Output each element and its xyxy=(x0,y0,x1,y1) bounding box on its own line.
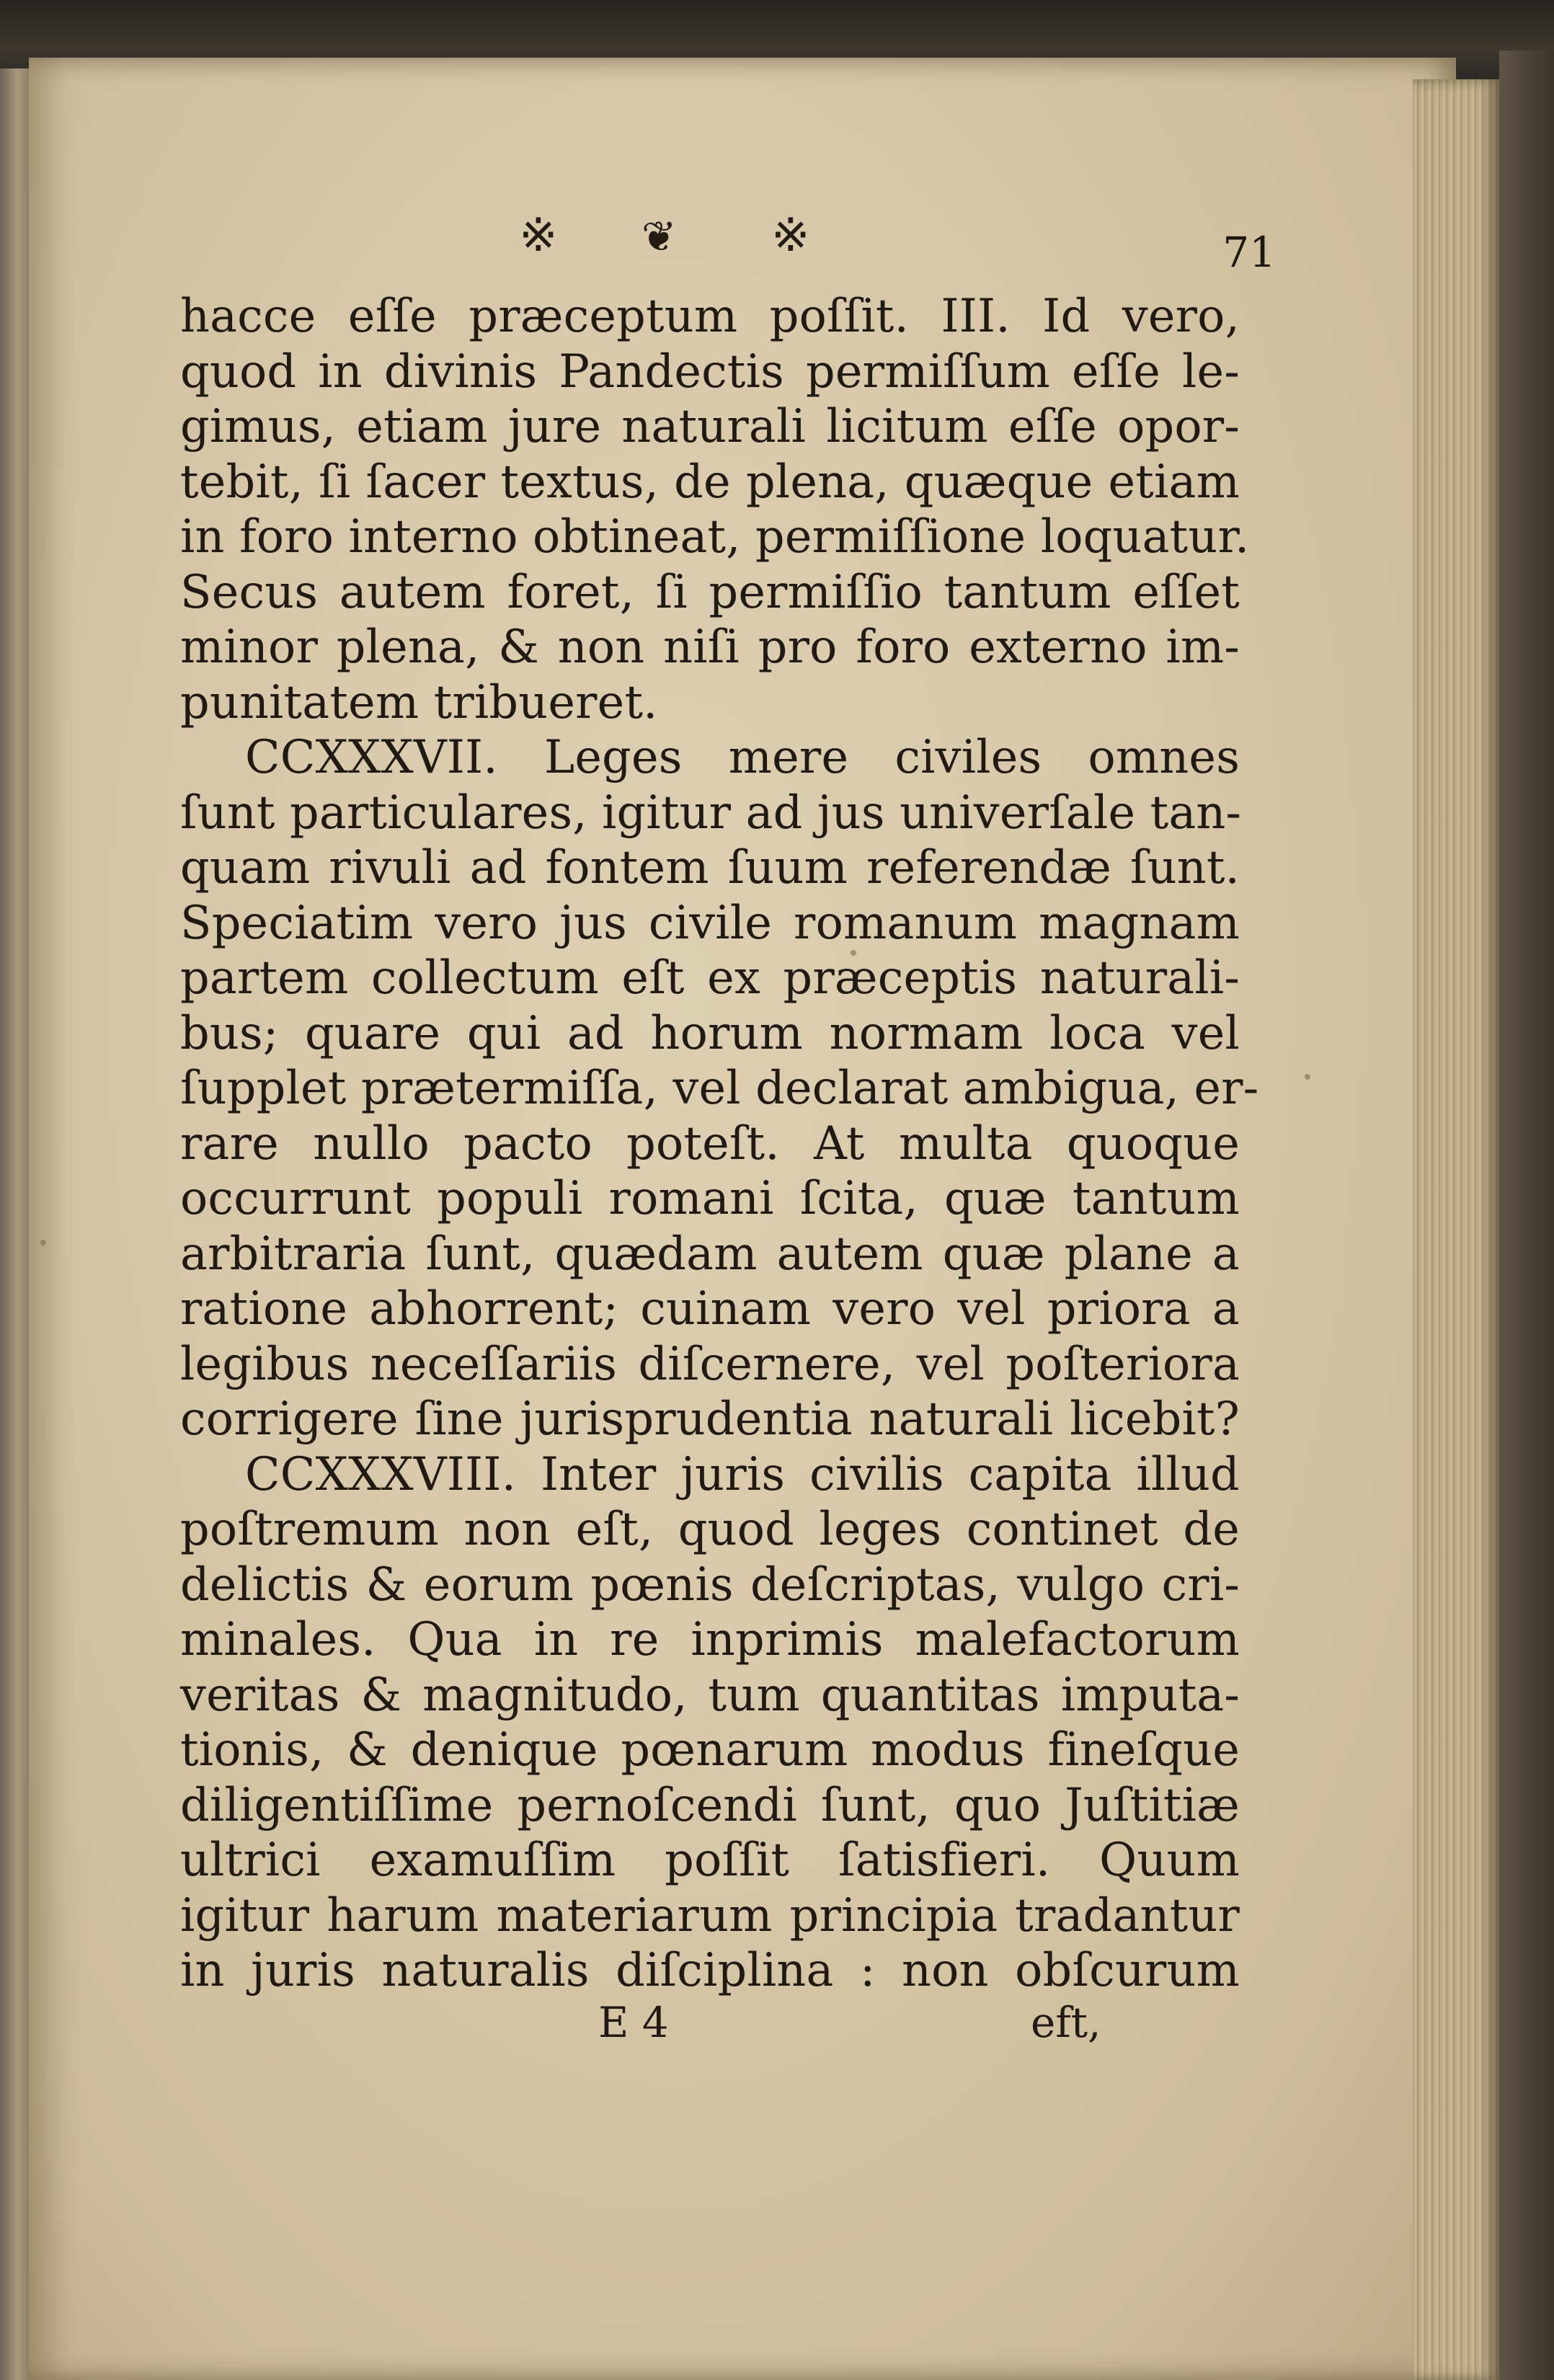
cover-edge xyxy=(1499,50,1554,2380)
text-line: minor plena, & non niſi pro foro externo im- xyxy=(180,620,1240,673)
paper-speck xyxy=(40,1240,46,1245)
page-edges xyxy=(1413,79,1499,2380)
text-line: ratione abhorrent; cuinam vero vel priora a xyxy=(180,1282,1240,1335)
text-line: ſupplet prætermiſſa, vel declarat ambigua, er- xyxy=(180,1061,1259,1114)
text-line: minales. Qua in re inprimis malefactorum xyxy=(180,1612,1240,1666)
text-line: quod in divinis Pandectis permiſſum eſſe le- xyxy=(180,344,1240,398)
cherub-ornament-icon: ❦ xyxy=(641,212,677,261)
text-line: ſunt particulares, igitur ad jus univerſale tan- xyxy=(180,785,1242,839)
paragraph-start-ccxxxviii: CCXXXVIII. Inter juris civilis capita illud xyxy=(245,1447,1240,1501)
text-line: tebit, ſi ſacer textus, de plena, quæque etiam xyxy=(180,454,1240,508)
text-line: Speciatim vero jus civile romanum magnam xyxy=(180,895,1240,949)
flower-ornament-icon: ※ xyxy=(771,209,810,262)
paper-speck xyxy=(1305,1074,1310,1080)
page-number: 71 xyxy=(1222,228,1276,277)
text-line: in juris naturalis diſciplina : non obſcurum xyxy=(180,1943,1240,1997)
text-line: corrigere ſine jurisprudentia naturali licebit? xyxy=(180,1392,1240,1445)
text-line: poſtremum non eſt, quod leges continet de xyxy=(180,1502,1240,1555)
page-headline xyxy=(180,209,1276,288)
page-footer xyxy=(180,1998,1240,2056)
text-line: diligentiſſime pernoſcendi ſunt, quo Juſtitiæ xyxy=(180,1777,1240,1831)
text-line: bus; quare qui ad horum normam loca vel xyxy=(180,1005,1240,1060)
text-line: gimus, etiam jure naturali licitum eſſe opor- xyxy=(180,399,1240,453)
text-line: igitur harum materiarum principia tradantur xyxy=(180,1888,1240,1942)
text-line: quam rivuli ad fontem ſuum referendæ ſunt. xyxy=(180,840,1240,894)
text-line: occurrunt populi romani ſcita, quæ tantum xyxy=(180,1171,1240,1225)
text-line: punitatem tribueret. xyxy=(180,675,658,729)
text-line: delictis & eorum pœnis deſcriptas, vulgo cri- xyxy=(180,1557,1240,1611)
text-line: legibus neceſſariis diſcernere, vel poſteriora xyxy=(180,1336,1240,1390)
text-line: Secus autem foret, ſi permiſſio tantum eſſet xyxy=(180,564,1240,618)
signature-mark: E 4 xyxy=(598,1997,669,2047)
text-line: arbitraria ſunt, quædam autem quæ plane a xyxy=(180,1226,1240,1280)
text-line: veritas & magnitudo, tum quantitas imputa- xyxy=(180,1667,1240,1721)
text-line: ultrici examuſſim poſſit ſatisfieri. Quum xyxy=(180,1833,1240,1886)
text-line: in foro interno obtineat, permiſſione loquatur. xyxy=(180,510,1250,563)
flower-ornament-icon: ※ xyxy=(519,209,558,262)
page-text-block xyxy=(180,209,1276,2056)
text-line: partem collectum eſt ex præceptis naturali- xyxy=(180,951,1240,1004)
catchword: eft, xyxy=(1031,1997,1101,2047)
text-line: tionis, & denique pœnarum modus fineſque xyxy=(180,1723,1240,1776)
text-line: rare nullo pacto poteſt. At multa quoque xyxy=(180,1116,1240,1170)
paragraph-start-ccxxxvii: CCXXXVII. Leges mere civiles omnes xyxy=(245,730,1240,783)
text-line: hacce eſſe præceptum poſſit. III. Id vero, xyxy=(180,289,1240,342)
facing-page-edge xyxy=(0,68,29,2380)
